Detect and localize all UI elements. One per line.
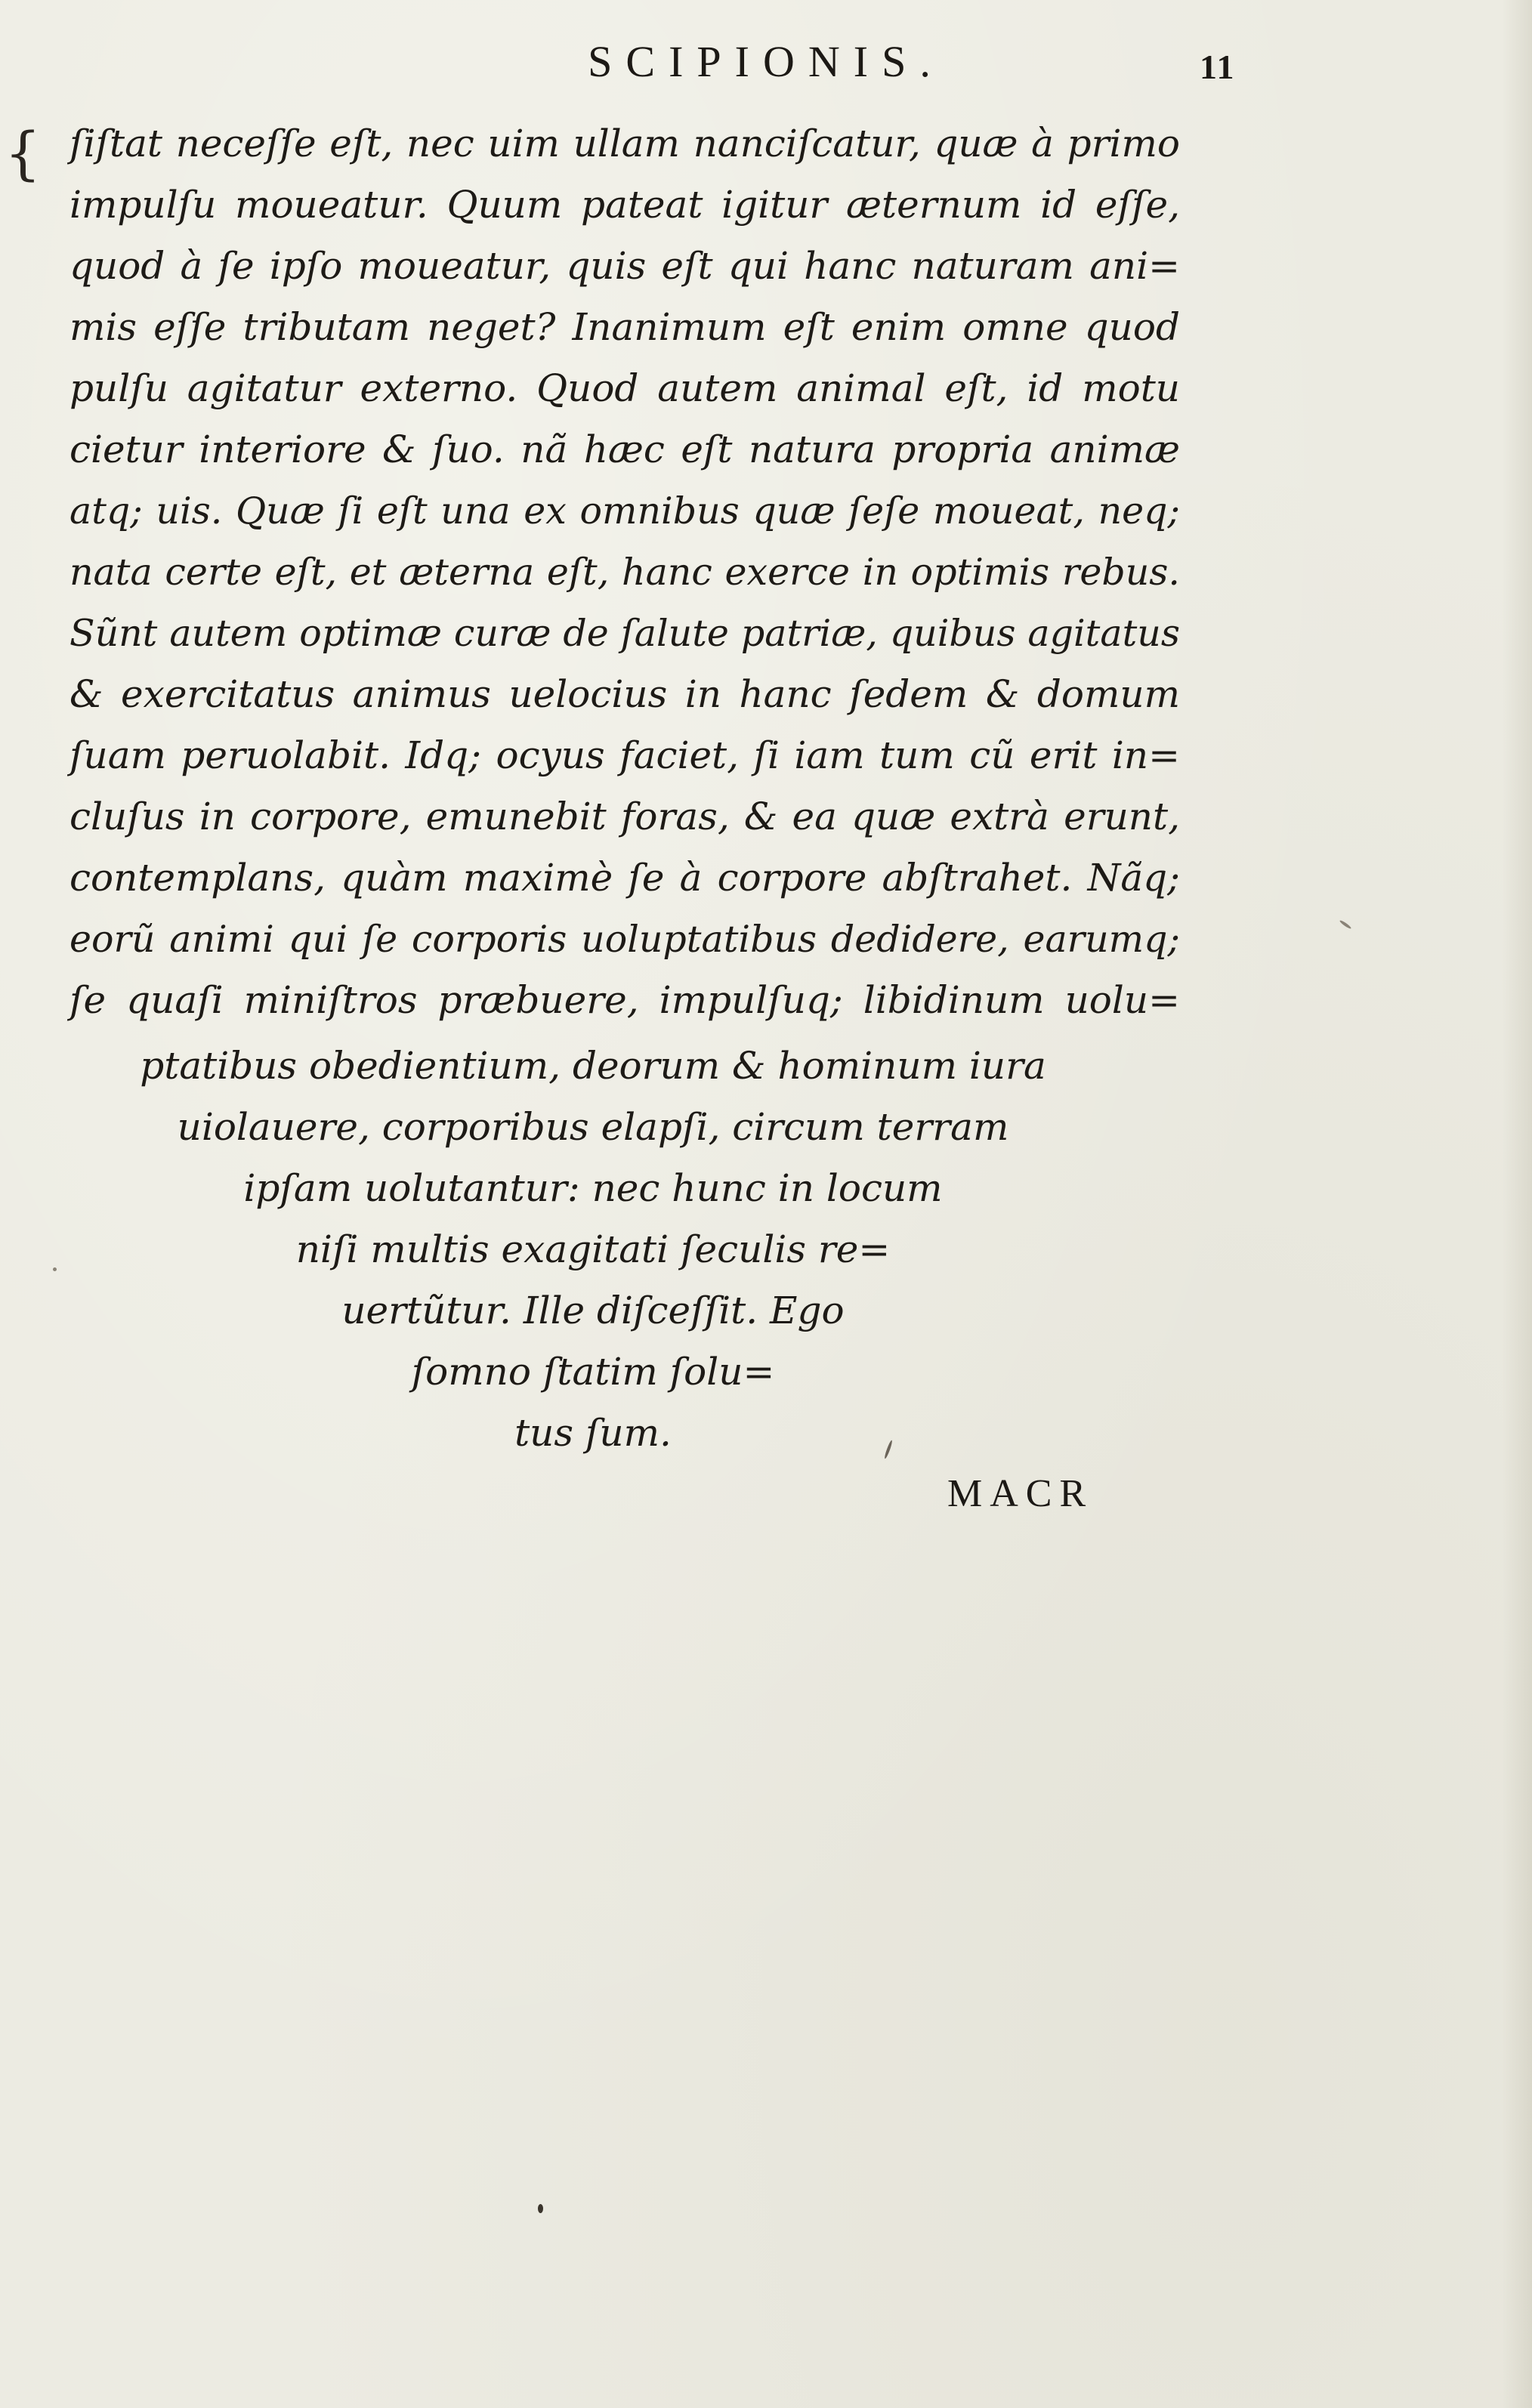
margin-bracket-mark: { [5,119,42,187]
text-line: impulſu moueatur. Quum pateat igitur æternum id eſſe, [69,183,1180,227]
ink-speck [1339,919,1351,930]
tapered-text-line: niſi multis exagitati ſeculis re= [295,1227,891,1271]
tapered-text-line: ipſam uolutantur: nec hunc in locum [243,1166,943,1210]
tapered-text-line: ſomno ſtatim ſolu= [411,1350,775,1394]
text-line: cietur interiore & ſuo. nã hæc eſt natura propria animæ [69,428,1180,471]
text-line: ſuam peruolabit. Idq; ocyus faciet, ſi iam tum cũ erit in= [69,733,1180,777]
text-line: cluſus in corpore, emunebit foras, & ea quæ extrà erunt, [69,795,1180,838]
body-text [69,113,1180,1031]
tapered-text-line: uiolauere, corporibus elapſi, circum terram [177,1105,1009,1149]
text-line: contemplans, quàm maximè ſe à corpore abſtrahet. Nãq; [69,856,1180,900]
page-number: 11 [1200,48,1236,86]
page-edge-shadow [1502,0,1532,2408]
ink-speck [538,2204,543,2213]
text-line: eorũ animi qui ſe corporis uoluptatibus dedidere, earumq; [69,918,1180,961]
running-head: SCIPIONIS. [588,37,944,86]
text-line: nata certe eſt, et æterna eſt, hanc exerce in optimis rebus. [69,551,1180,594]
text-line: atq; uis. Quæ ſi eſt una ex omnibus quæ ſeſe moueat, neq; [69,489,1180,533]
tapered-text-line: ptatibus obedientium, deorum & hominum iura [140,1044,1046,1088]
text-line: & exercitatus animus uelocius in hanc ſedem & domum [69,672,1180,716]
tapered-text-line: tus ſum. [514,1411,672,1455]
ink-speck [53,1267,57,1271]
text-line: mis eſſe tributam neget? Inanimum eſt enim omne quod [69,305,1180,349]
text-line: quod à ſe ipſo moueatur, quis eſt qui hanc naturam ani= [69,244,1180,288]
tapered-text-line: uertũtur. Ille diſceſſit. Ego [341,1289,845,1332]
catchword: MACR [947,1472,1094,1515]
text-line: ſe quaſi miniſtros præbuere, impulſuq; libidinum uolu= [69,978,1180,1022]
text-line: pulſu agitatur externo. Quod autem animal eſt, id motu [69,366,1180,410]
text-line: ſiſtat neceſſe eſt, nec uim ullam nanciſcatur, quæ à primo [69,122,1180,165]
tapered-text-block [0,1036,1186,1464]
text-line: Sũnt autem optimæ curæ de ſalute patriæ, quibus agitatus [69,612,1180,655]
